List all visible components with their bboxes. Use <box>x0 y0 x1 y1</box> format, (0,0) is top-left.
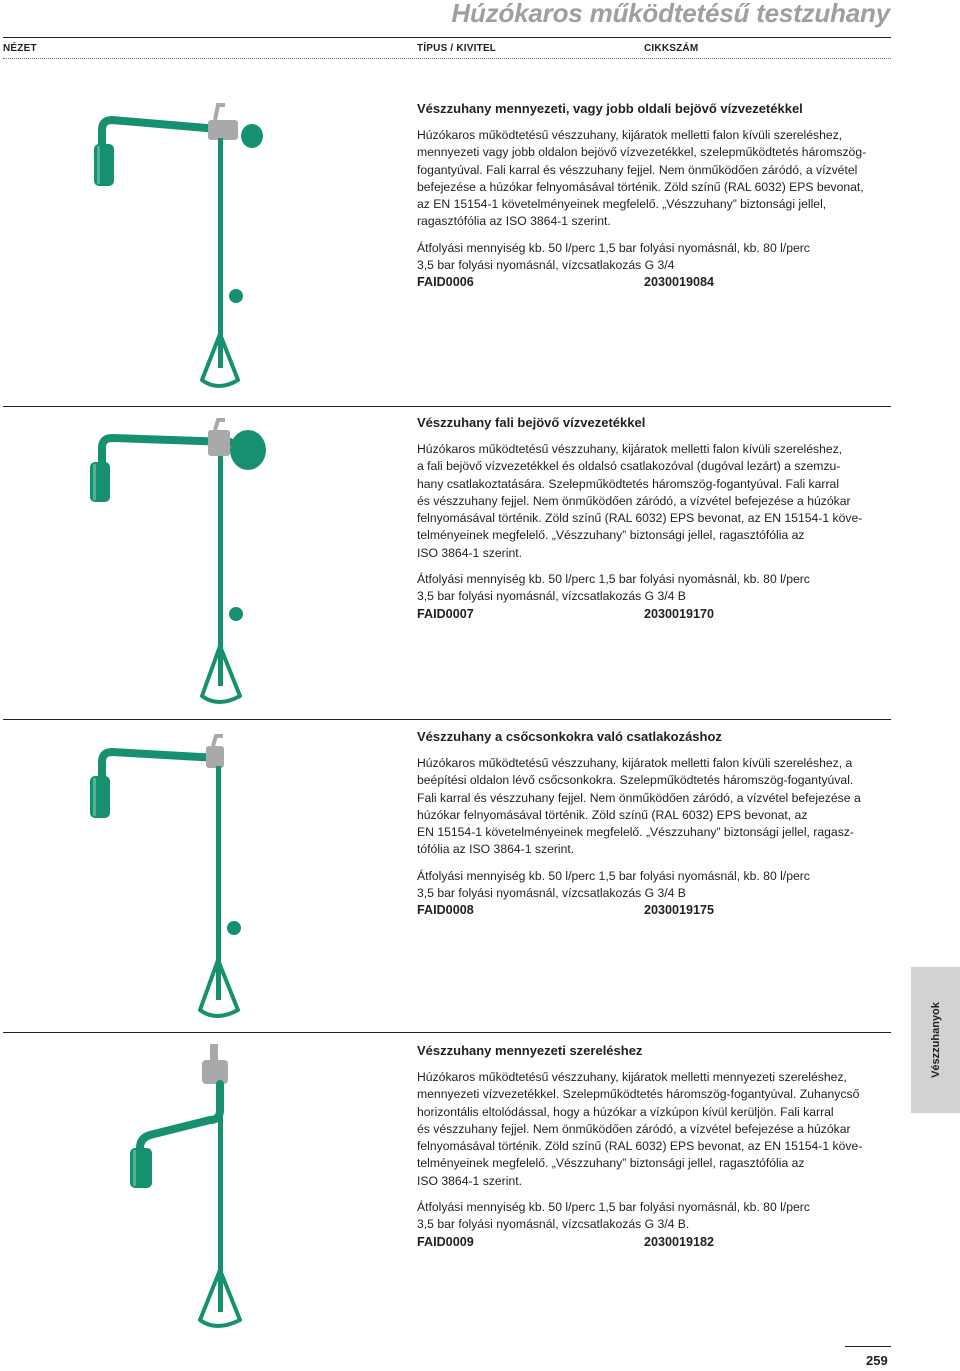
product-image-shower-pipe-stub <box>80 732 280 1022</box>
text-line: Húzókaros működtetésű vészzuhany, kijáratok melletti falon kívüli szereléshez, <box>417 442 843 456</box>
text-line: fogantyúval. Fali karral és vészzuhany fejjel. Nem önműködően záródó, a vízvétel <box>417 162 858 177</box>
product-description <box>417 1042 897 1251</box>
section-divider <box>3 719 891 720</box>
side-tab-label: Vészzuhanyok <box>929 1002 942 1078</box>
text-line: telményeinek megfelelő. „Vészzuhany” biztonsági jellel, ragasztófólia az <box>417 528 805 543</box>
text-line: a fali bejövő vízvezetékkel és oldalsó csatlakozóval (dugóval lezárt) a szemzu- <box>417 459 841 474</box>
text-line: Húzókaros működtetésű vészzuhany, kijáratok melletti falon kívüli szereléshez, a <box>417 756 853 770</box>
flow-info <box>417 240 897 275</box>
text-line: hany csatlakoztatására. Szelepműködtetés háromszög-fogantyúval. Fali karral <box>417 476 840 491</box>
product-text <box>417 1069 897 1190</box>
flow-info <box>417 868 897 903</box>
type-code: FAID0006 <box>417 275 474 290</box>
product-text <box>417 441 897 562</box>
text-line: Átfolyási mennyiség kb. 50 l/perc 1,5 bar folyási nyomásnál, kb. 80 l/perc <box>417 868 810 883</box>
page-number: 259 <box>866 1353 888 1368</box>
text-line: 3,5 bar folyási nyomásnál, vízcsatlakozás G 3/4 B <box>417 589 686 604</box>
column-type: TÍPUS / KIVITEL <box>417 43 497 54</box>
section-divider <box>3 406 891 407</box>
column-view: NÉZET <box>3 43 37 54</box>
article-number: 2030019175 <box>644 903 715 918</box>
text-line: és vészzuhany fejjel. Nem önműködően záródó, a vízvétel befejezése a húzókar <box>417 493 851 508</box>
text-line: mennyezeti vízvezetékkel. Szelepműködtetés háromszög-fogantyúval. Zuhanycső <box>417 1087 860 1102</box>
product-description <box>417 728 897 919</box>
text-line: Átfolyási mennyiség kb. 50 l/perc 1,5 bar folyási nyomásnál, kb. 80 l/perc <box>417 1200 810 1215</box>
product-title: Vészzuhany mennyezeti, vagy jobb oldali bejövő vízvezetékkel <box>417 101 803 116</box>
text-line: 3,5 bar folyási nyomásnál, vízcsatlakozás G 3/4 B <box>417 886 686 901</box>
section-side-tab <box>911 967 960 1113</box>
text-line: tófólia az ISO 3864-1 szerint. <box>417 842 575 857</box>
section-divider <box>3 1032 891 1033</box>
product-image-shower-wall <box>80 418 280 708</box>
product-codes <box>417 606 897 623</box>
type-code: FAID0007 <box>417 606 474 621</box>
text-line: és vészzuhany fejjel. Nem önműködően záródó, a vízvétel befejezése a húzókar <box>417 1121 851 1136</box>
flow-info <box>417 1199 897 1234</box>
text-line: húzókar felnyomásával történik. Zöld színű (RAL 6032) EPS bevonat, az <box>417 807 808 822</box>
text-line: ISO 3864-1 szerint. <box>417 545 522 560</box>
text-line: ISO 3864-1 szerint. <box>417 1173 522 1188</box>
flow-info <box>417 571 897 606</box>
text-line: felnyomásával történik. Zöld színű (RAL 6032) EPS bevonat, az EN 15154-1 köve- <box>417 511 863 526</box>
text-line: befejezése a húzókar felnyomásával történik. Zöld színű (RAL 6032) EPS bevonat, <box>417 179 864 194</box>
text-line: 3,5 bar folyási nyomásnál, vízcsatlakozás G 3/4 B. <box>417 1217 690 1232</box>
text-line: Átfolyási mennyiség kb. 50 l/perc 1,5 bar folyási nyomásnál, kb. 80 l/perc <box>417 240 810 255</box>
column-article: CIKKSZÁM <box>644 43 699 54</box>
text-line: Átfolyási mennyiség kb. 50 l/perc 1,5 bar folyási nyomásnál, kb. 80 l/perc <box>417 572 810 587</box>
product-title: Vészzuhany a csőcsonkokra való csatlakozáshoz <box>417 729 722 744</box>
product-codes <box>417 902 897 919</box>
product-title: Vészzuhany mennyezeti szereléshez <box>417 1043 643 1058</box>
column-header <box>3 37 891 59</box>
page-title: Húzókaros működtetésű testzuhany <box>451 0 890 28</box>
text-line: Húzókaros működtetésű vészzuhany, kijáratok melletti mennyezeti szereléshez, <box>417 1070 847 1084</box>
product-text <box>417 755 897 859</box>
page-number-rule <box>845 1346 891 1347</box>
text-line: horizontális eltolódással, hogy a húzókar a vízkúpon kívül kerüljön. Fali karral <box>417 1104 834 1119</box>
product-description <box>417 100 897 291</box>
article-number: 2030019182 <box>644 1234 715 1249</box>
product-codes <box>417 274 897 291</box>
product-text <box>417 127 897 231</box>
article-number: 2030019084 <box>644 275 715 290</box>
product-description <box>417 414 897 623</box>
text-line: ragasztófólia az ISO 3864-1 szerint. <box>417 214 611 229</box>
product-title: Vészzuhany fali bejövő vízvezetékkel <box>417 415 646 430</box>
text-line: felnyomásával történik. Zöld színű (RAL 6032) EPS bevonat, az EN 15154-1 köve- <box>417 1139 863 1154</box>
article-number: 2030019170 <box>644 606 715 621</box>
product-image-shower-ceiling <box>80 1040 280 1330</box>
text-line: beépítési oldalon lévő csőcsonkokra. Szelepműködtetés háromszög-fogantyúval. <box>417 773 854 788</box>
text-line: Fali karral és vészzuhany fejjel. Nem önműködően záródó, a vízvétel befejezése a <box>417 790 861 805</box>
type-code: FAID0009 <box>417 1234 474 1249</box>
text-line: EN 15154-1 követelményeinek megfelelő. „Vészzuhany” biztonsági jellel, ragasz- <box>417 825 854 840</box>
type-code: FAID0008 <box>417 903 474 918</box>
product-image-shower-ceiling-right <box>80 100 280 390</box>
text-line: mennyezeti vagy jobb oldalon bejövő vízvezetékkel, szelepműködtetés háromszög- <box>417 145 867 160</box>
text-line: telményeinek megfelelő. „Vészzuhany” biztonsági jellel, ragasztófólia az <box>417 1156 805 1171</box>
text-line: Húzókaros működtetésű vészzuhany, kijáratok melletti falon kívüli szereléshez, <box>417 128 843 142</box>
text-line: az EN 15154-1 követelményeinek megfelelő. „Vészzuhany” biztonsági jellel, <box>417 197 827 212</box>
product-codes <box>417 1234 897 1251</box>
text-line: 3,5 bar folyási nyomásnál, vízcsatlakozás G 3/4 <box>417 258 675 273</box>
